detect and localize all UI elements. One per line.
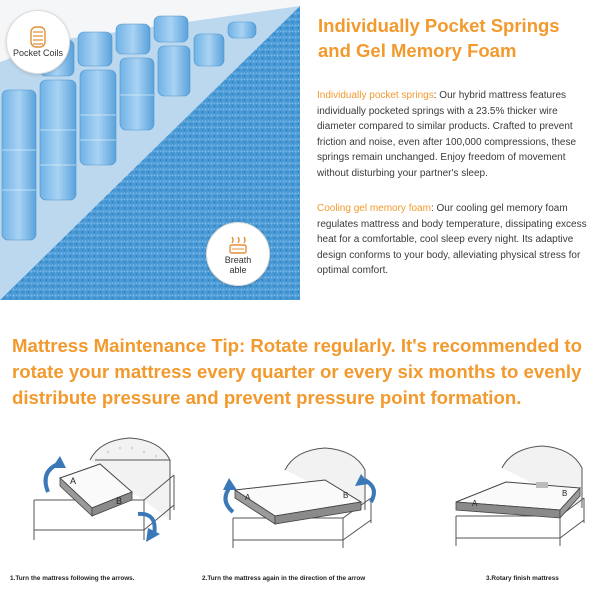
heat-waves-icon [227, 233, 249, 255]
breathable-badge [206, 222, 270, 286]
step-1-caption: 1.Turn the mattress following the arrows. [10, 575, 135, 582]
gel-foam-text: : Our cooling gel memory foam regulates mattress and body temperature, dissipating excess heat for a comfortable, cool sleep every night. Its adaptive design conforms to your body, alleviating physical stress for optimal comfort. [317, 203, 587, 277]
step-1-corner-b: B [116, 496, 123, 506]
pocket-coils-badge [6, 10, 70, 74]
step-3-caption: 3.Rotary finish mattress [486, 575, 559, 582]
step-1-illustration [20, 430, 195, 570]
maintenance-tip: Mattress Maintenance Tip: Rotate regularly. It's recommended to rotate your mattress every quarter or every six months to evenly distribute pressure and prevent pressure point formation. [12, 335, 582, 408]
pocket-springs-text: : Our hybrid mattress features individually pocketed springs with a 23.5% thicker wire diameter compared to similar products. Crafted to prevent friction and noise, even after 100,000 compressions, these springs remain unchanged. Enjoy freedom of movement without disturbing your partner's sleep. [317, 90, 577, 179]
step-2-corner-b: B [343, 491, 349, 500]
title-line-1: Individually Pocket Springs [318, 15, 560, 36]
step-3-illustration [440, 430, 600, 570]
breathable-label-line2: able [229, 265, 247, 275]
title-line-2: and Gel Memory Foam [318, 40, 517, 61]
breathable-label-line1: Breath [224, 255, 252, 265]
gel-foam-paragraph [317, 201, 597, 279]
gel-foam-highlight: Cooling gel memory foam [317, 203, 431, 214]
section-title [318, 13, 596, 63]
coil-spring-icon [29, 26, 47, 48]
step-2-corner-a: A [245, 493, 251, 502]
pocket-springs-paragraph [317, 88, 597, 182]
mattress-layers-image [0, 0, 300, 300]
step-2-illustration [215, 430, 390, 570]
step-1-corner-a: A [70, 476, 77, 486]
step-2-caption: 2.Turn the mattress again in the direction of the arrow [202, 575, 366, 582]
step-3-corner-a: A [472, 499, 478, 508]
step-3-corner-b: B [562, 489, 568, 498]
pocket-coils-label: Pocket Coils [12, 48, 64, 58]
rotation-steps [0, 430, 600, 590]
pocket-springs-highlight: Individually pocket springs [317, 90, 434, 101]
